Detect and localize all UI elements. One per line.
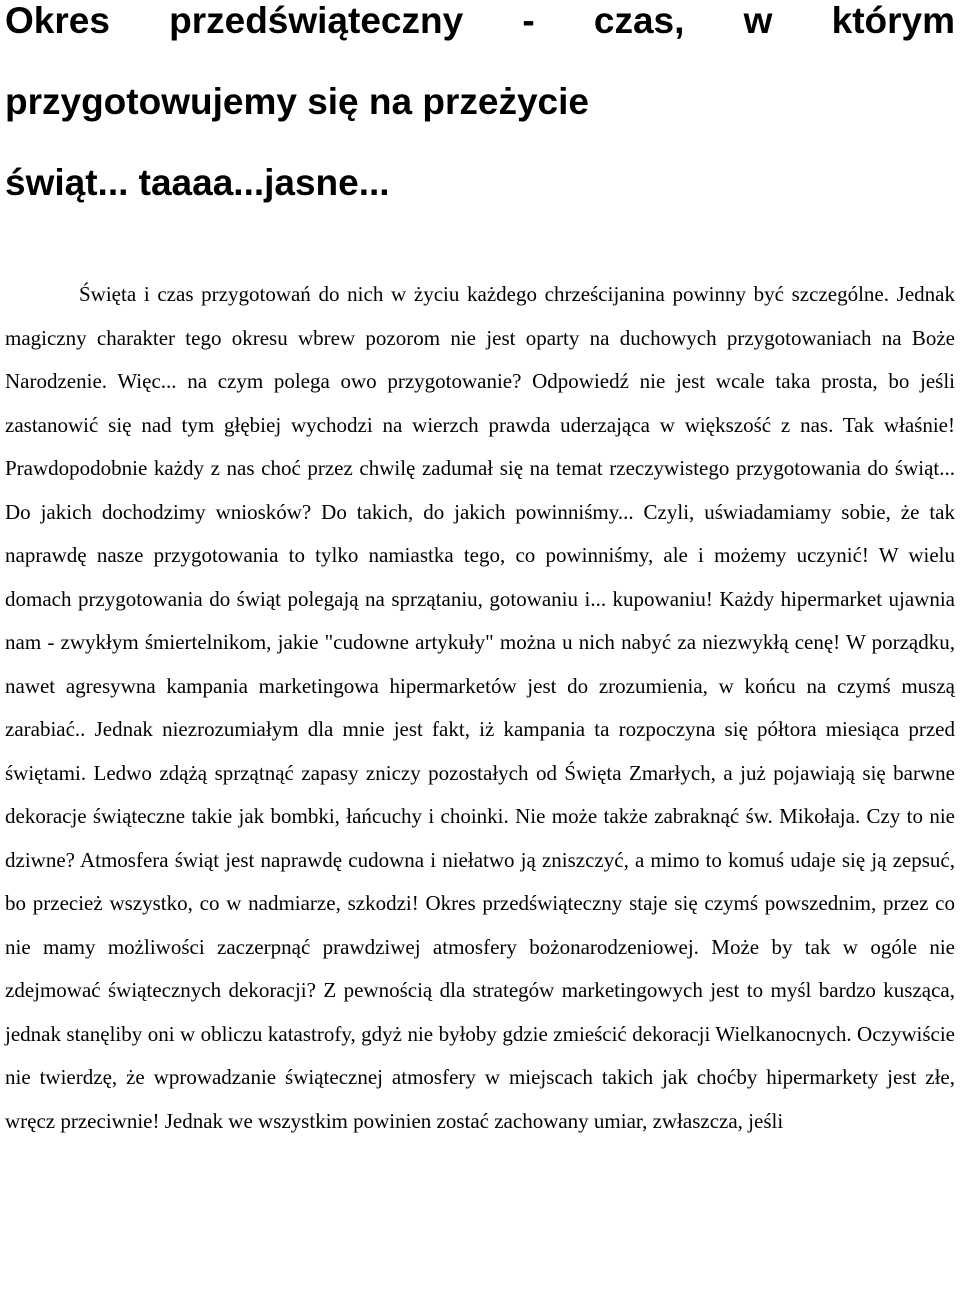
article-paragraph: Święta i czas przygotowań do nich w życiu każdego chrześcijanina powinny być szczególne. Jednak magiczny charakter tego okresu wbrew pozorom nie jest oparty na duchowych przygotowaniach na Boże Narodzenie. Więc... na czym polega owo przygotowanie? Odpowiedź nie jest wcale taka prosta, bo jeśli zastanowić się nad tym głębiej wychodzi na wierzch prawda uderzająca w większość z nas. Tak właśnie! Prawdopodobnie każdy z nas choć przez chwilę zadumał się na temat rzeczywistego przygotowania do świąt... Do jakich dochodzimy wniosków? Do takich, do jakich powinniśmy... Czyli, uświadamiamy sobie, że tak naprawdę nasze przygotowania to tylko namiastka tego, co powinniśmy, ale i możemy uczynić! W wielu domach przygotowania do świąt polegają na sprzątaniu, gotowaniu i... kupowaniu! Każdy hipermarket ujawnia nam - zwykłym śmiertelnikom, jakie "cudowne artykuły" można u nich nabyć za niezwykłą cenę! W porządku, nawet agresywna kampania marketingowa hipermarketów jest do zrozumienia, w końcu na czymś muszą zarabiać.. Jednak niezrozumiałym dla mnie jest fakt, iż kampania ta rozpoczyna się półtora miesiąca przed świętami. Ledwo zdążą sprzątnąć zapasy zniczy pozostałych od Święta Zmarłych, a już pojawiają się barwne dekoracje świąteczne takie jak bombki, łańcuchy i choinki. Nie może także zabraknąć św. Mikołaja. Czy to nie dziwne? Atmosfera świąt jest naprawdę cudowna i niełatwo ją zniszczyć, a mimo to komuś udaje się ją zepsuć, bo przecież wszystko, co w nadmiarze, szkodzi! Okres przedświąteczny staje się czymś powszednim, przez co nie mamy możliwości zaczerpnąć prawdziwej atmosfery bożonarodzeniowej. Może by tak w ogóle nie zdejmować świątecznych dekoracji? Z pewnością dla strategów marketingowych jest to myśl bardzo kusząca, jednak stanęliby oni w obliczu katastrofy, gdyż nie byłoby gdzie zmieścić dekoracji Wielkanocnych. Oczywiście nie twierdzę, że wprowadzanie świątecznej atmosfery w miejscach takich jak choćby hipermarkety jest złe, wręcz przeciwnie! Jednak we wszystkim powinien zostać zachowany umiar, zwłaszcza, jeśli bbox=[5, 282, 955, 1133]
title-line-1: Okres przedświąteczny - czas, w którym bbox=[5, 0, 955, 41]
title-line-2: przygotowujemy się na przeżycie bbox=[5, 81, 589, 122]
document-page bbox=[5, 0, 955, 1143]
title-line-3: świąt... taaaa...jasne... bbox=[5, 162, 390, 203]
article-title bbox=[5, 0, 955, 223]
